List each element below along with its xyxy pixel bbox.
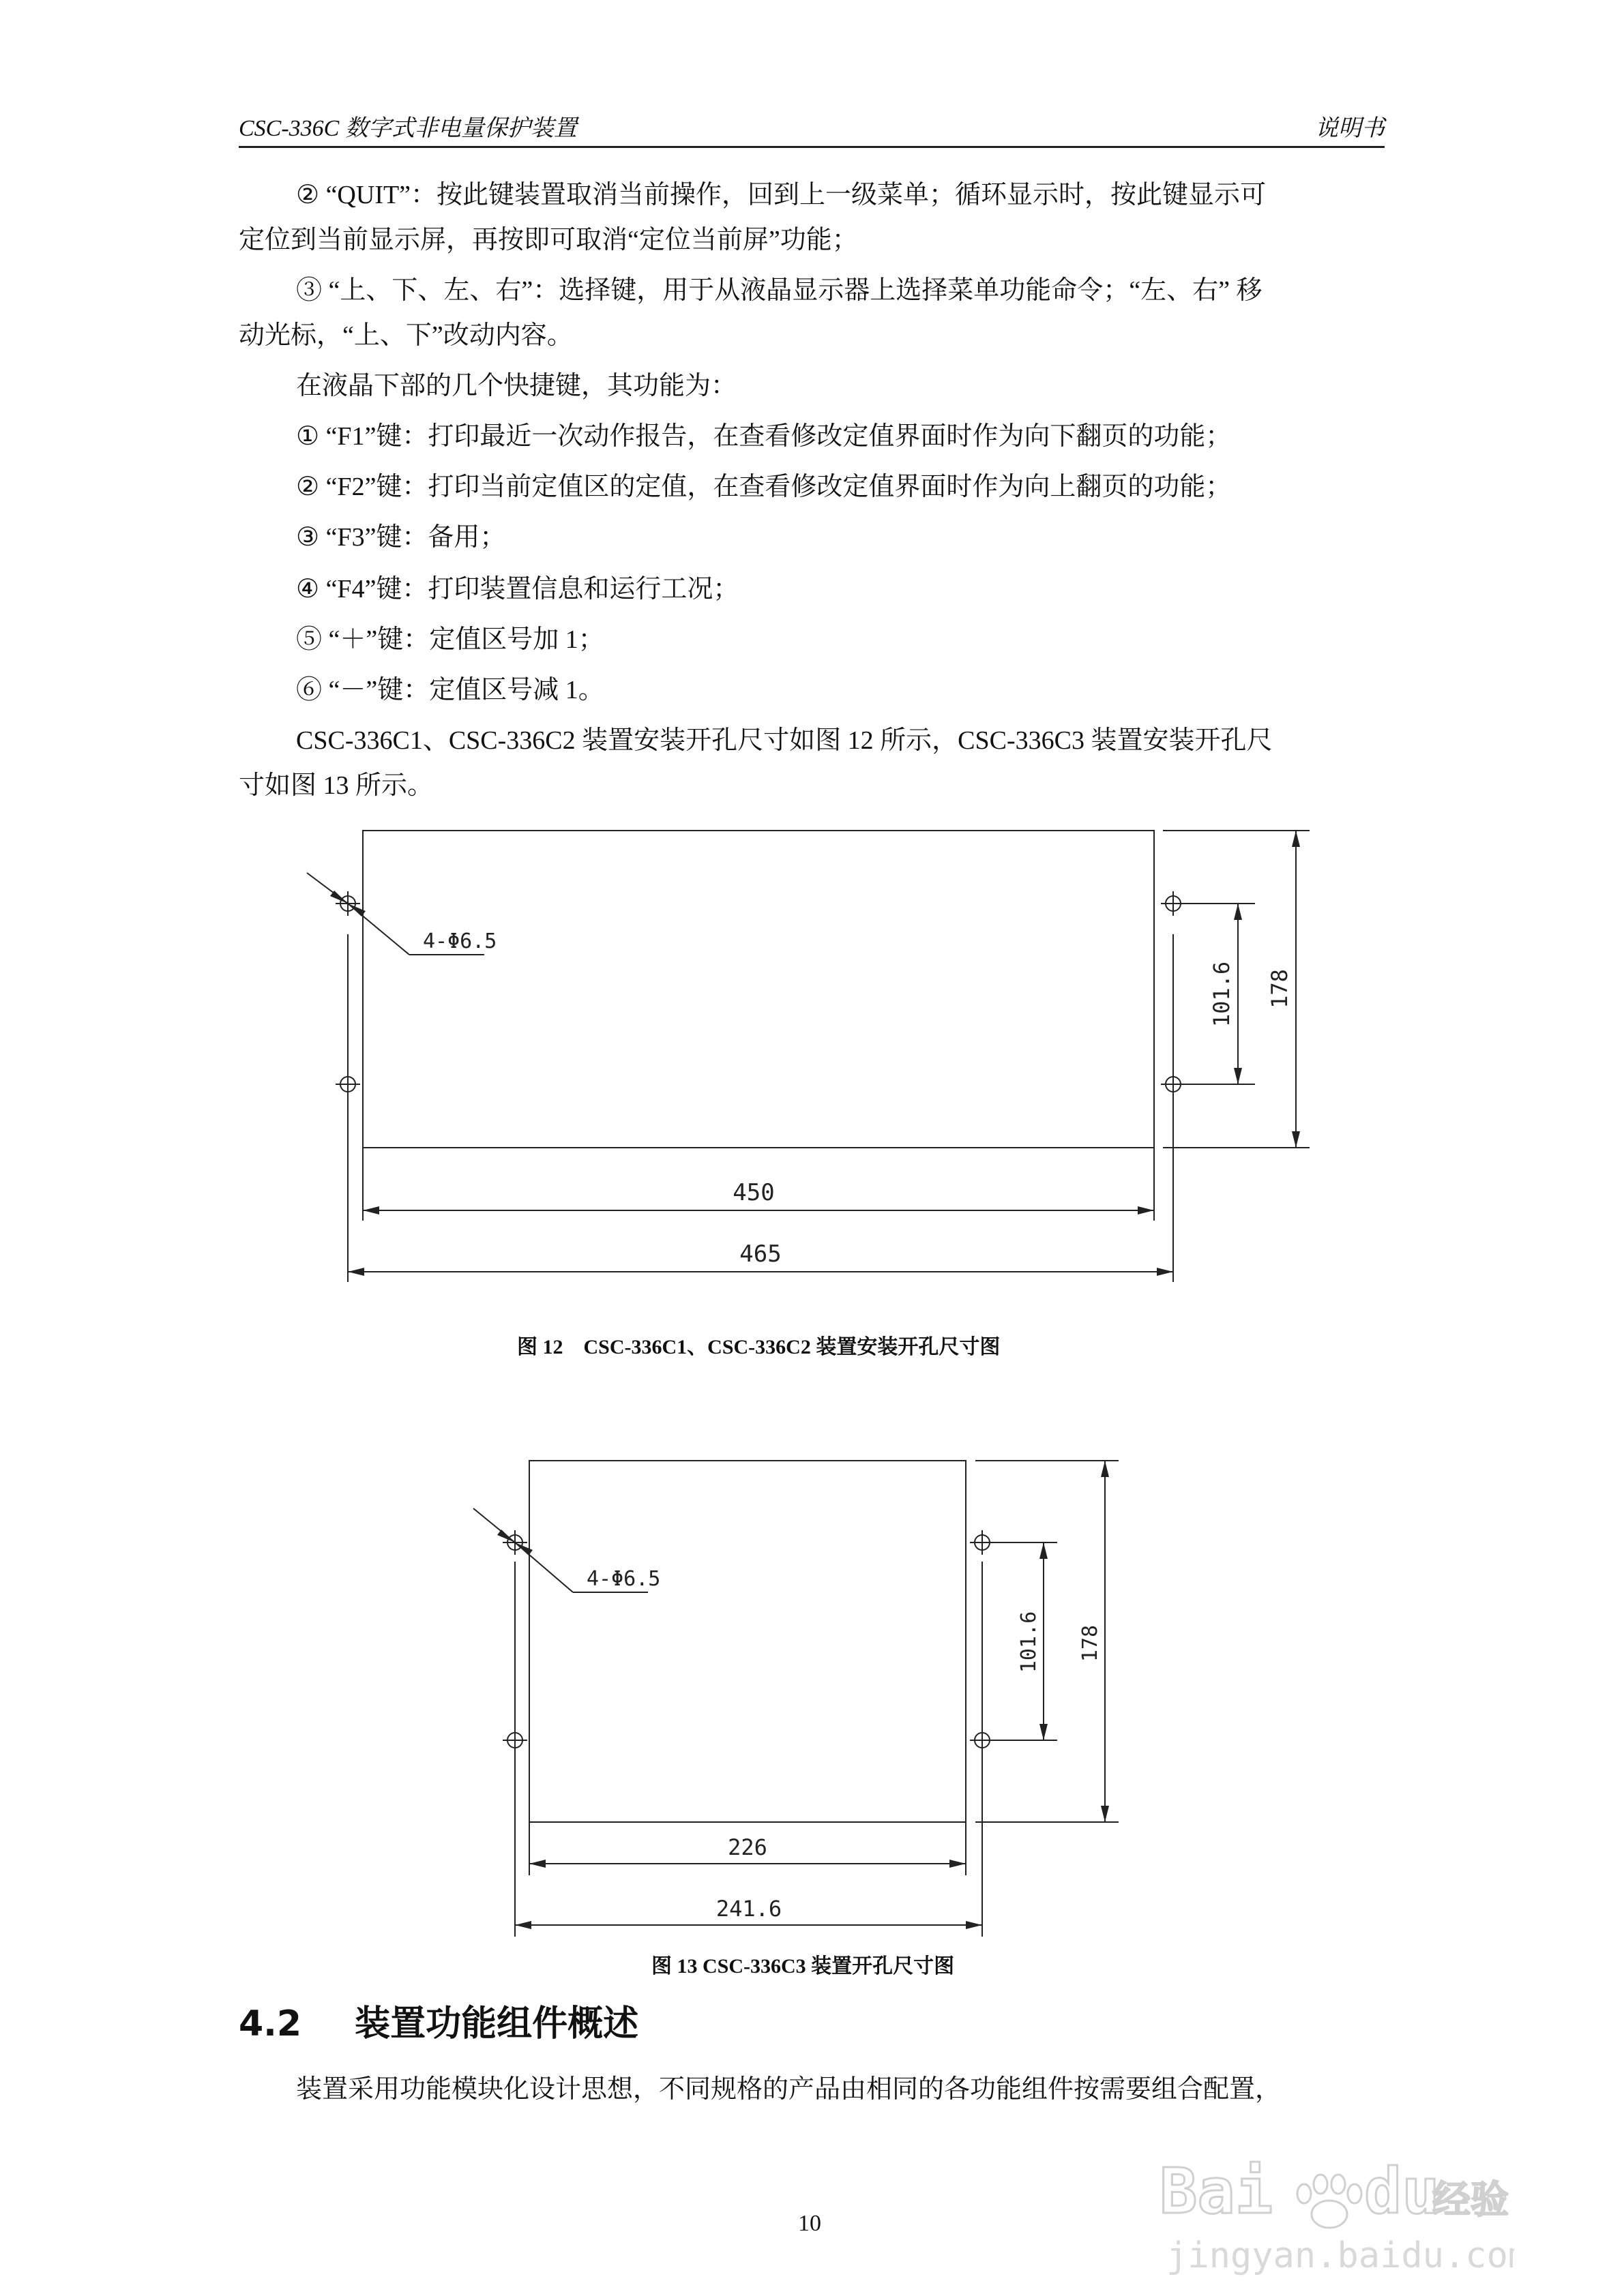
fig13-width-outer: 241.6	[715, 1896, 782, 1922]
shortcut-intro: 在液晶下部的几个快捷键，其功能为：	[296, 372, 737, 400]
f1-key-desc: ① “F1”键：打印最近一次动作报告，在查看修改定值界面时作为向下翻页的功能；	[296, 422, 1232, 451]
arrow-keys-line-2: 动光标，“上、下”改动内容。	[239, 321, 573, 350]
header-title: CSC-336C 数字式非电量保护装置	[239, 116, 577, 141]
fig13-width-inner: 226	[728, 1834, 767, 1860]
install-line-1: CSC-336C1、CSC-336C2 装置安装开孔尺寸如图 12 所示，CSC-336C3 装置安装开孔尺	[296, 726, 1273, 755]
watermark-brand-3: 经验	[1432, 2178, 1509, 2222]
figure-13-caption: 图 13 CSC-336C3 装置开孔尺寸图	[651, 1955, 955, 1978]
paw-icon	[1297, 2175, 1361, 2228]
watermark-url: jingyan.baidu.com	[1166, 2235, 1514, 2276]
fig13-height-outer: 178	[1078, 1624, 1102, 1663]
fig13-height-inner: 101.6	[1017, 1611, 1041, 1673]
install-line-2: 寸如图 13 所示。	[239, 771, 434, 800]
figure-13-drawing	[464, 1446, 1187, 1950]
fig12-width-outer: 465	[739, 1240, 782, 1268]
figure-12-drawing	[286, 818, 1350, 1309]
f2-key-desc: ② “F2”键：打印当前定值区的定值，在查看修改定值界面时作为向上翻页的功能；	[296, 473, 1232, 501]
figure-12-caption: 图 12 CSC-336C1、CSC-336C2 装置安装开孔尺寸图	[517, 1336, 1001, 1358]
fig12-hole-label: 4-Φ6.5	[423, 929, 497, 953]
minus-key-desc: ⑥ “－”键：定值区号减 1。	[296, 676, 604, 704]
section-title: 装置功能组件概述	[355, 2003, 639, 2044]
fig12-height-inner: 101.6	[1209, 961, 1235, 1028]
quit-key-line-1: ② “QUIT”：按此键装置取消当前操作，回到上一级菜单；循环显示时，按此键显示可	[296, 181, 1267, 209]
header-doc-type: 说明书	[1315, 115, 1385, 142]
baidu-watermark	[1160, 2151, 1514, 2281]
f4-key-desc: ④ “F4”键：打印装置信息和运行工况；	[296, 575, 739, 603]
fig12-width-inner: 450	[733, 1179, 775, 1206]
page-header	[239, 102, 1385, 148]
section-paragraph: 装置采用功能模块化设计思想，不同规格的产品由相同的各功能组件按需要组合配置，	[296, 2075, 1282, 2104]
plus-key-desc: ⑤ “＋”键：定值区号加 1；	[296, 625, 604, 654]
fig13-hole-label: 4-Φ6.5	[587, 1567, 661, 1591]
watermark-brand-2: du	[1364, 2155, 1440, 2228]
f3-key-desc: ③ “F3”键：备用；	[296, 523, 506, 552]
quit-key-line-2: 定位到当前显示屏，再按即可取消“定位当前屏”功能；	[239, 226, 858, 254]
fig12-height-outer: 178	[1267, 969, 1293, 1009]
watermark-brand: Bai	[1160, 2155, 1273, 2228]
section-heading	[239, 1995, 638, 2046]
arrow-keys-line-1: ③ “上、下、左、右”：选择键，用于从液晶显示器上选择菜单功能命令；“左、右” 移	[296, 276, 1263, 305]
page-number: 10	[798, 2211, 821, 2236]
section-number: 4.2	[239, 2003, 302, 2044]
